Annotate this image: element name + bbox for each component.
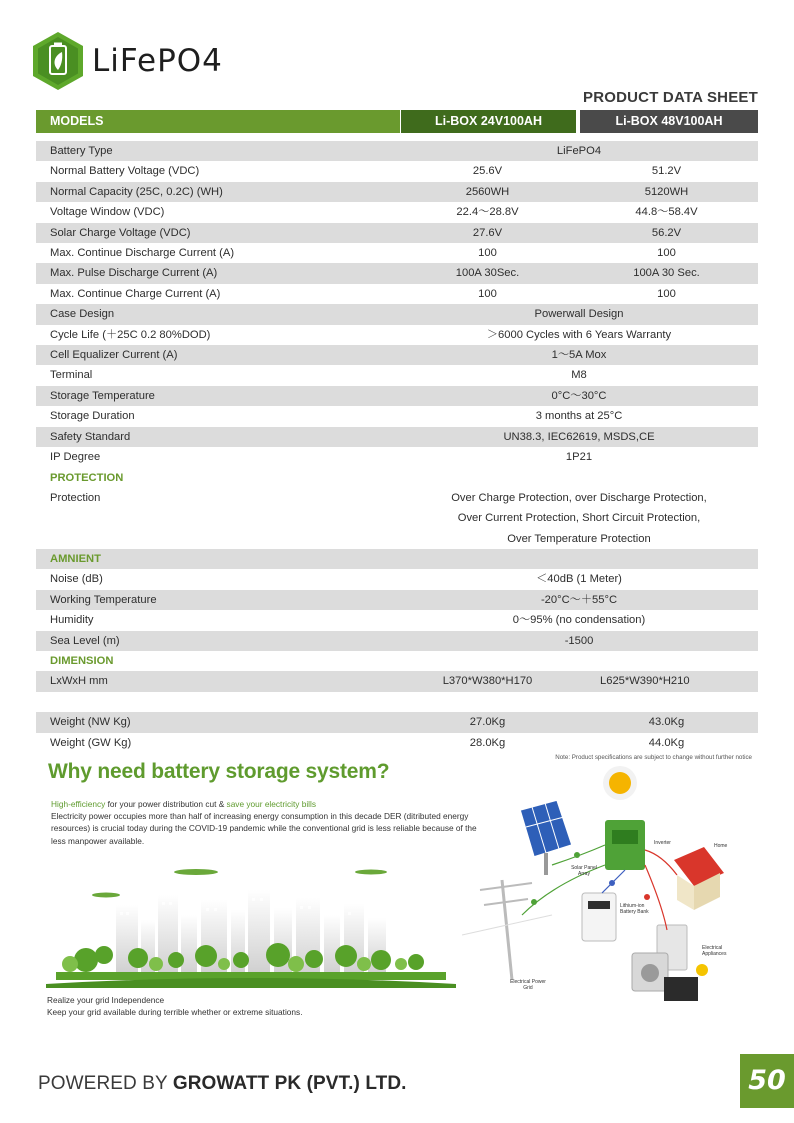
row-label: Noise (dB): [50, 573, 103, 586]
table-row: [36, 569, 758, 589]
row-value: LiFePO4: [556, 145, 602, 157]
highlight-text: High-efficiency: [51, 799, 106, 809]
spec-rows: [36, 141, 758, 468]
grid-label: Electrical Power Grid: [510, 979, 546, 991]
table-row: [36, 223, 758, 243]
realize-line: Keep your grid available during terrible whether or extreme situations.: [47, 1007, 303, 1017]
row-label: IP Degree: [50, 451, 101, 464]
row-value-model-2: 44.0Kg: [648, 736, 685, 749]
row-value-model-2: 100: [657, 287, 676, 300]
row-value-model-2: 100: [657, 247, 676, 260]
row-value-model-1: 2560WH: [465, 185, 510, 198]
appliances-icon: [632, 925, 708, 1001]
row-value-model-2: 56.2V: [651, 226, 682, 239]
brand-logo: [30, 30, 223, 92]
row-value-model-1: 27.6V: [472, 226, 503, 239]
model-2-header: Li-BOX 48V100AH: [580, 110, 758, 133]
highlight-text: save your electricity bills: [226, 799, 316, 809]
row-value: 1～5A Mox: [551, 349, 607, 362]
sun-icon: [603, 766, 637, 800]
table-row: [36, 365, 758, 385]
protection-line: Over Charge Protection, over Discharge Protection,: [451, 491, 707, 504]
document-title: PRODUCT DATA SHEET: [583, 89, 758, 106]
section-dimension: [36, 651, 758, 671]
inverter-icon: [605, 820, 645, 870]
disclaimer-note: Note: Product specifications are subject to change without further notice: [555, 754, 752, 761]
row-value: 3 months at 25°C: [535, 410, 623, 423]
row-label: Normal Capacity (25C, 0.2C) (WH): [50, 185, 223, 198]
realize-line: Realize your grid Independence: [47, 995, 165, 1005]
row-value: -20°C～＋55°C: [540, 593, 618, 606]
row-value-model-1: 100: [478, 287, 497, 300]
why-paragraph: [51, 798, 491, 847]
row-value: ＞6000 Cycles with 6 Years Warranty: [486, 328, 672, 341]
row-label: Case Design: [50, 308, 115, 321]
home-icon: [674, 847, 724, 910]
home-label: Home: [714, 843, 728, 849]
table-row: [36, 631, 758, 651]
row-value: M8: [571, 369, 587, 382]
row-value-model-1: 22.4～28.8V: [456, 206, 519, 219]
row-value: [400, 488, 758, 549]
row-value: 1P21: [565, 451, 593, 464]
row-label: Battery Type: [50, 145, 113, 157]
battery-leaf-icon: [30, 30, 86, 92]
spec-table: [36, 110, 758, 753]
table-row: [36, 427, 758, 447]
realize-text: [47, 994, 303, 1018]
row-label: Storage Duration: [50, 410, 135, 423]
table-row: [36, 610, 758, 630]
table-row: [36, 345, 758, 365]
footer-company: GROWATT PK (PVT.) LTD.: [172, 1073, 407, 1094]
section-ambient: [36, 549, 758, 569]
section-title: PROTECTION: [50, 471, 124, 484]
table-row: [36, 141, 758, 161]
row-label: Safety Standard: [50, 430, 131, 443]
row-label: Max. Pulse Discharge Current (A): [50, 267, 218, 280]
protection-line: Over Current Protection, Short Circuit Protection,: [457, 512, 701, 525]
table-row: [36, 243, 758, 263]
solar-label: Solar Panel Array: [571, 865, 597, 877]
row-value-model-2: 44.8～58.4V: [635, 206, 698, 219]
row-value: -1500: [564, 634, 594, 647]
row-label: Solar Charge Voltage (VDC): [50, 226, 191, 239]
table-row: [36, 182, 758, 202]
row-label: Weight (GW Kg): [50, 736, 132, 749]
table-row: [36, 406, 758, 426]
inverter-label: Inverter: [654, 840, 671, 846]
row-value: 0～95% (no condensation): [512, 614, 646, 627]
table-row: [36, 202, 758, 222]
row-label: Terminal: [50, 369, 93, 382]
row-value-model-2: L625*W390*H210: [600, 675, 690, 688]
row-label: Max. Continue Charge Current (A): [50, 287, 221, 300]
row-value: UN38.3, IEC62619, MSDS,CE: [503, 430, 655, 443]
row-label: LxWxH mm: [50, 675, 108, 688]
row-value: Powerwall Design: [534, 308, 624, 321]
row-value-model-2: 51.2V: [651, 165, 682, 178]
row-value: ＜40dB (1 Meter): [536, 573, 622, 586]
table-row: [36, 263, 758, 283]
row-value: 0°C～30°C: [551, 389, 607, 402]
table-row: [36, 712, 758, 732]
row-value-model-2: 100A 30 Sec.: [633, 267, 700, 280]
table-row: [36, 671, 758, 691]
row-label: Normal Battery Voltage (VDC): [50, 165, 200, 178]
models-header: MODELS: [36, 110, 400, 133]
solar-panel-icon: [520, 800, 572, 875]
section-protection: [36, 468, 758, 488]
table-header: [36, 110, 758, 133]
row-label: Cell Equalizer Current (A): [50, 349, 178, 362]
blank-row: [36, 692, 758, 712]
row-label: Max. Continue Discharge Current (A): [50, 247, 235, 260]
row-label: Protection: [50, 491, 101, 504]
section-title: DIMENSION: [50, 654, 114, 667]
table-row: [36, 304, 758, 324]
inline-text: for your power distribution cut &: [105, 799, 227, 809]
row-value-model-1: 25.6V: [472, 165, 503, 178]
row-label: Storage Temperature: [50, 389, 155, 402]
row-value-model-1: 28.0Kg: [469, 736, 506, 749]
row-label: Voltage Window (VDC): [50, 206, 165, 219]
energy-system-diagram: [462, 765, 762, 1025]
table-row: [36, 488, 758, 549]
why-heading: Why need battery storage system?: [48, 760, 390, 783]
row-value-model-2: 43.0Kg: [648, 716, 685, 729]
row-value-model-2: 5120WH: [644, 185, 689, 198]
row-value-model-1: 100: [478, 247, 497, 260]
table-row: [36, 284, 758, 304]
row-value-model-1: 27.0Kg: [469, 716, 506, 729]
row-label: Cycle Life (＋25C 0.2 80%DOD): [50, 328, 211, 341]
appliances-label: Electrical Appliances: [702, 945, 727, 957]
battery-label: Lithium-ion Battery Bank: [620, 903, 649, 915]
row-value-model-1: 100A 30Sec.: [455, 267, 520, 280]
row-label: Humidity: [50, 614, 94, 627]
row-label: Working Temperature: [50, 593, 157, 606]
row-label: Sea Level (m): [50, 634, 120, 647]
table-row: [36, 325, 758, 345]
section-title: AMNIENT: [50, 552, 101, 565]
row-value-model-1: L370*W380*H170: [442, 675, 533, 688]
protection-line: Over Temperature Protection: [507, 532, 651, 545]
footer-powered-by: [38, 1073, 407, 1095]
table-row: [36, 733, 758, 753]
table-row: [36, 590, 758, 610]
model-1-header: Li-BOX 24V100AH: [401, 110, 576, 133]
table-row: [36, 447, 758, 467]
row-label: Weight (NW Kg): [50, 716, 131, 729]
table-row: [36, 161, 758, 181]
battery-bank-icon: [582, 893, 616, 941]
body-text: Electricity power occupies more than half of increasing energy consumption in this decade DER (ditributed energy resources) is crucial today during the COVID-19 pandemic while the conventional grid is less reliable because of the less manpower available.: [51, 811, 477, 846]
page-number: 50: [740, 1054, 794, 1108]
logo-text: LiFePO4: [92, 43, 223, 79]
table-row: [36, 386, 758, 406]
green-city-illustration: [46, 860, 456, 988]
footer-prefix: POWERED BY: [38, 1073, 173, 1094]
power-grid-icon: [462, 880, 552, 980]
